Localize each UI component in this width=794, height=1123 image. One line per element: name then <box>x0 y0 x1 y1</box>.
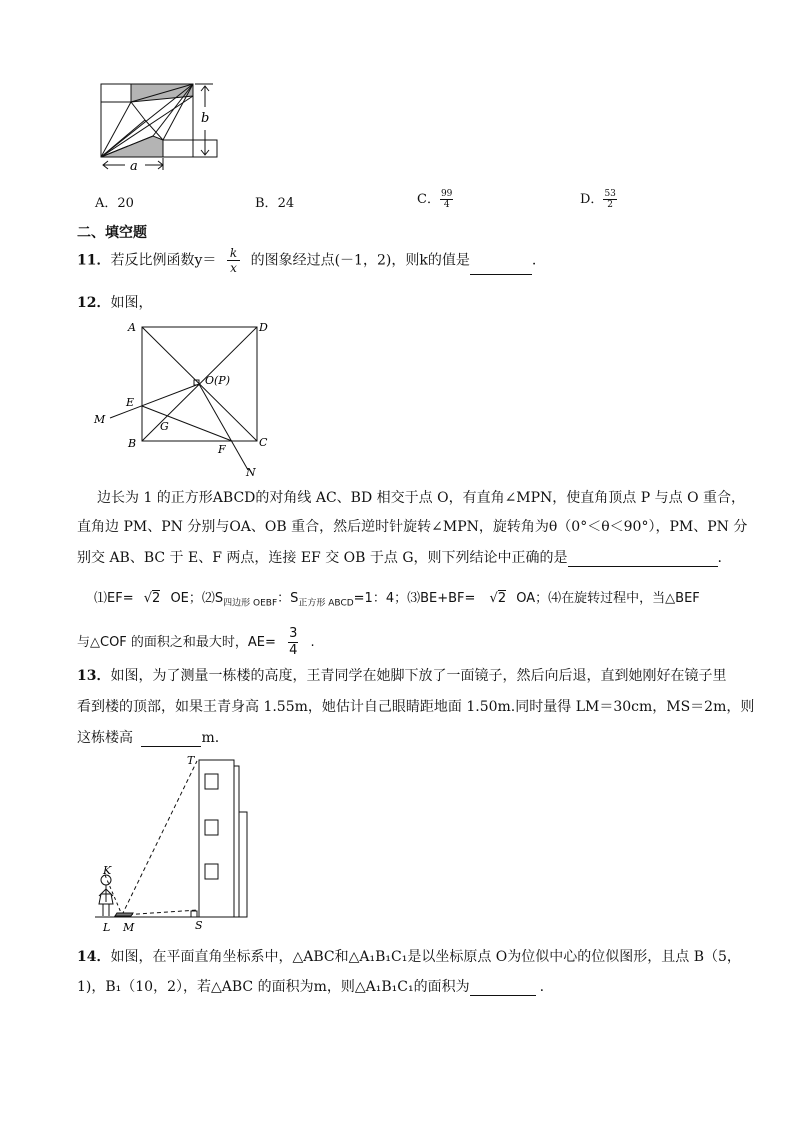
q11-text-after: 的图象经过点(－1，2)，则k的值是 <box>250 252 470 269</box>
q12-label-d: D <box>259 321 268 334</box>
q13-line1-text: 如图，为了测量一栋楼的高度，王青同学在她脚下放了一面镜子，然后向后退，直到她刚好在镜子里 <box>110 668 727 684</box>
q10-option-d <box>580 188 617 210</box>
q12-label-m: M <box>94 413 106 426</box>
q11-end: . <box>531 252 537 269</box>
q12-c1-sub2: 正方形 ABCD <box>298 598 354 609</box>
q10-label-b: b <box>201 111 210 126</box>
q12-label-o: O(P) <box>205 374 231 387</box>
q10-option-b <box>255 192 294 211</box>
q12-label-a: A <box>128 321 136 334</box>
q12-figure <box>90 318 290 478</box>
q14-line2b: . <box>539 979 545 995</box>
q13-line2: 看到楼的顶部，如果王青身高 1.55m，她估计自己眼睛距地面 1.50m.同时量得 LM＝30cm，MS＝2m，则 <box>77 699 755 715</box>
q13-label-k: K <box>103 864 112 877</box>
q14-line1 <box>77 946 741 966</box>
q13-line1 <box>77 665 726 685</box>
q10-label-a: a <box>130 159 138 174</box>
q12-header <box>77 292 152 312</box>
q12-sqrt2-val: 2 <box>497 591 507 606</box>
q12-number: 12． <box>77 295 111 311</box>
q13-line3 <box>77 727 219 747</box>
q11-frac-num: k <box>227 246 240 261</box>
q12-sqrt2-sym: √ <box>489 591 498 606</box>
q13-label-l: L <box>103 921 111 934</box>
q12-label-n: N <box>246 466 256 478</box>
q11-frac-den: x <box>230 261 237 275</box>
q12-c2a: 与△COF 的面积之和最大时，AE= <box>77 635 276 650</box>
q14-number: 14． <box>77 949 111 965</box>
q10-option-d-den: 2 <box>607 200 614 210</box>
q12-para3 <box>77 547 722 567</box>
q12-c1b: OE；⑵S <box>170 591 224 606</box>
q12-c2-den: 4 <box>289 643 298 658</box>
q10-option-d-num: 53 <box>604 189 616 199</box>
q14-line2 <box>77 976 544 996</box>
q10-option-c-num: 99 <box>440 189 453 199</box>
q10-option-c-fraction <box>440 189 453 210</box>
q13-label-t: T <box>187 754 195 767</box>
q14-answer-blank[interactable] <box>470 981 536 996</box>
q13-number: 13． <box>77 668 111 684</box>
q11-fraction <box>227 246 240 275</box>
q10-option-a-letter: A． <box>95 196 118 211</box>
q12-label-c: C <box>259 436 268 449</box>
q12-label-f: F <box>218 443 226 456</box>
q10-option-c-den: 4 <box>443 200 450 210</box>
q10-option-c-letter: C． <box>417 192 440 207</box>
q12-para1: 边长为 1 的正方形ABCD的对角线 AC、BD 相交于点 O，有直角∠MPN，使直角顶点 P 与点 O 重合， <box>97 490 745 506</box>
q12-c2-num: 3 <box>289 626 298 641</box>
q13-label-s: S <box>195 919 203 932</box>
q10-option-d-fraction <box>603 189 616 210</box>
q12-c2-fraction <box>288 626 298 659</box>
q12-para3-end: . <box>717 550 722 566</box>
q12-intro: 如图， <box>110 295 153 311</box>
q12-conclusions-line2 <box>77 626 315 659</box>
q12-answer-blank[interactable] <box>568 552 718 567</box>
q13-answer-blank[interactable] <box>141 732 201 747</box>
q12-c1-sub1: 四边形 OEBF <box>223 598 278 609</box>
q11-number: 11． <box>77 252 111 269</box>
q10-option-b-text: 24 <box>277 196 295 211</box>
q12-c1e: OA；⑷在旋转过程中，当△BEF <box>516 591 700 606</box>
q11-answer-blank[interactable] <box>470 260 532 275</box>
q10-option-c <box>417 188 453 210</box>
section-title: 二、填空题 <box>77 225 147 241</box>
q12-c1a: ⑴EF= <box>94 591 134 606</box>
q14-line1-text: 如图，在平面直角坐标系中，△ABC和△A₁B₁C₁是以坐标原点 O为位似中心的位似图形，且点 B（5， <box>110 949 741 965</box>
q12-label-b: B <box>128 437 137 450</box>
q12-c1d: =1：4；⑶BE+BF= <box>353 591 476 606</box>
q12-label-g: G <box>160 420 169 433</box>
q10-option-b-letter: B． <box>255 196 278 211</box>
q12-sqrt1 <box>144 591 161 606</box>
q12-conclusions-line1 <box>94 587 700 609</box>
q12-sqrt2 <box>490 591 507 606</box>
q11-text-before: 若反比例函数y＝ <box>110 252 217 269</box>
q10-option-d-letter: D． <box>580 192 604 207</box>
q14-line2a: 1)，B₁（10，2），若△ABC 的面积为m，则△A₁B₁C₁的面积为 <box>77 979 470 995</box>
q13-figure <box>95 752 255 934</box>
q12-c1c: ：S <box>277 591 299 606</box>
q13-line3b: m. <box>201 730 220 746</box>
q12-para2: 直角边 PM、PN 分别与OA、OB 重合，然后逆时针旋转∠MPN，旋转角为θ（0°＜θ＜90°），PM、PN 分 <box>77 519 748 535</box>
q10-option-a <box>95 192 134 211</box>
q12-sqrt1-sym: √ <box>143 591 153 606</box>
q13-line3a: 这栋楼高 <box>77 730 133 746</box>
q10-figure <box>95 80 220 175</box>
q10-option-a-text: 20 <box>117 196 134 211</box>
q13-label-m: M <box>123 921 135 934</box>
q12-sqrt1-val: 2 <box>152 591 161 606</box>
q12-para3-text: 别交 AB、BC 于 E、F 两点，连接 EF 交 OB 于点 G，则下列结论中正确的是 <box>77 550 568 566</box>
q12-label-e: E <box>126 396 135 409</box>
q11 <box>77 246 536 275</box>
q12-c2end: . <box>310 635 315 650</box>
